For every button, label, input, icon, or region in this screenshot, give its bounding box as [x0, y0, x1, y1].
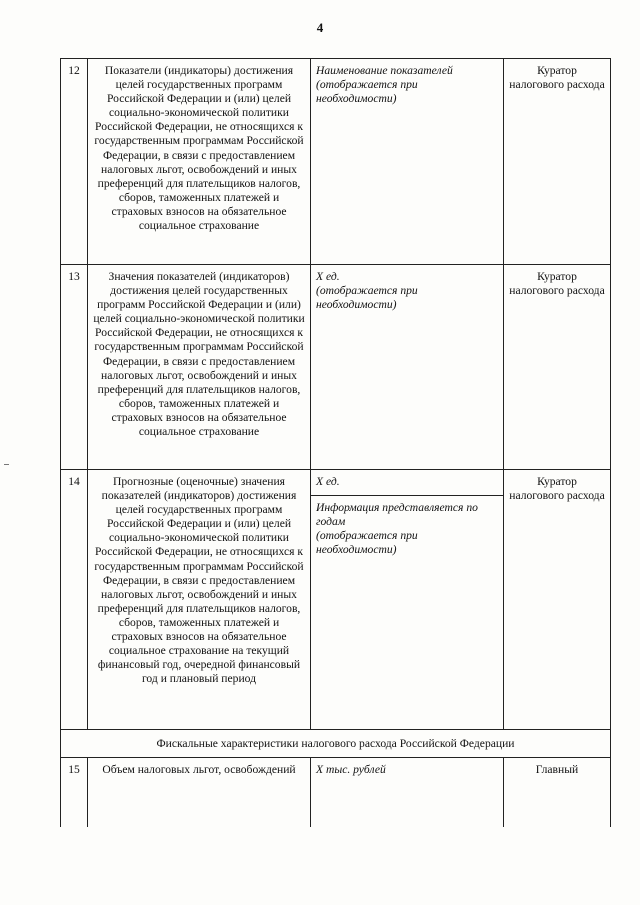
table-row-15 — [61, 758, 611, 828]
section-header-row — [61, 730, 611, 758]
row-curator: Куратор налогового расхода — [504, 59, 611, 265]
tax-expense-table — [60, 58, 611, 827]
row-name: Прогнозные (оценочные) значения показателей (индикаторов) достижения целей государственных программ Российской Федерации и (или) целей социально-экономической политики Российской Федерации, не относящихся к государственным программам Российской Федерации, в связи с предоставлением налоговых льгот, освобождений и иных преференций для плательщиков налогов, сборов, таможенных платежей и страховых взносов на обязательное социальное страхование на текущий финансовый год, очередной финансовый год и плановый период — [88, 470, 311, 730]
row-value: X тыс. рублей — [311, 758, 504, 828]
row-curator: Главный — [504, 758, 611, 828]
value-note: (отображается при необходимости) — [316, 284, 418, 312]
row-value — [311, 470, 504, 730]
row-value: Наименование показателей (отображается при необходимости) — [311, 59, 504, 265]
row-name: Значения показателей (индикаторов) достижения целей государственных программ Российской Федерации и (или) целей социально-экономической политики Российской Федерации, не относящихся к государственным программам Российской Федерации, в связи с предоставлением налоговых льгот, освобождений и иных преференций для плательщиков налогов, сборов, таможенных платежей и страховых взносов на обязательное социальное страхование — [88, 265, 311, 470]
row-number: 13 — [61, 265, 88, 470]
row-number: 15 — [61, 758, 88, 828]
row-name: Показатели (индикаторы) достижения целей государственных программ Российской Федерации и (или) целей социально-экономической политики Российской Федерации, не относящихся к государственным программам Российской Федерации, в связи с предоставлением налоговых льгот, освобождений и иных преференций для плательщиков налогов, сборов, таможенных платежей и страховых взносов на обязательное социальное страхование — [88, 59, 311, 265]
row-curator: Куратор налогового расхода — [504, 470, 611, 730]
value-yearly-note: Информация представляется по годам — [316, 501, 478, 529]
row-number: 14 — [61, 470, 88, 730]
row-name: Объем налоговых льгот, освобождений — [88, 758, 311, 828]
margin-mark — [4, 464, 9, 465]
page-number: 4 — [316, 20, 324, 35]
table-row-13 — [61, 265, 611, 470]
value-note: (отображается при необходимости) — [316, 529, 418, 557]
table-row-14 — [61, 470, 611, 730]
value-units: X ед. — [311, 470, 503, 496]
value-details — [311, 496, 503, 561]
value-units: X ед. — [316, 270, 340, 283]
row-curator: Куратор налогового расхода — [504, 265, 611, 470]
row-value — [311, 265, 504, 470]
row-number: 12 — [61, 59, 88, 265]
section-title: Фискальные характеристики налогового расхода Российской Федерации — [61, 730, 611, 758]
table-row-12 — [61, 59, 611, 265]
